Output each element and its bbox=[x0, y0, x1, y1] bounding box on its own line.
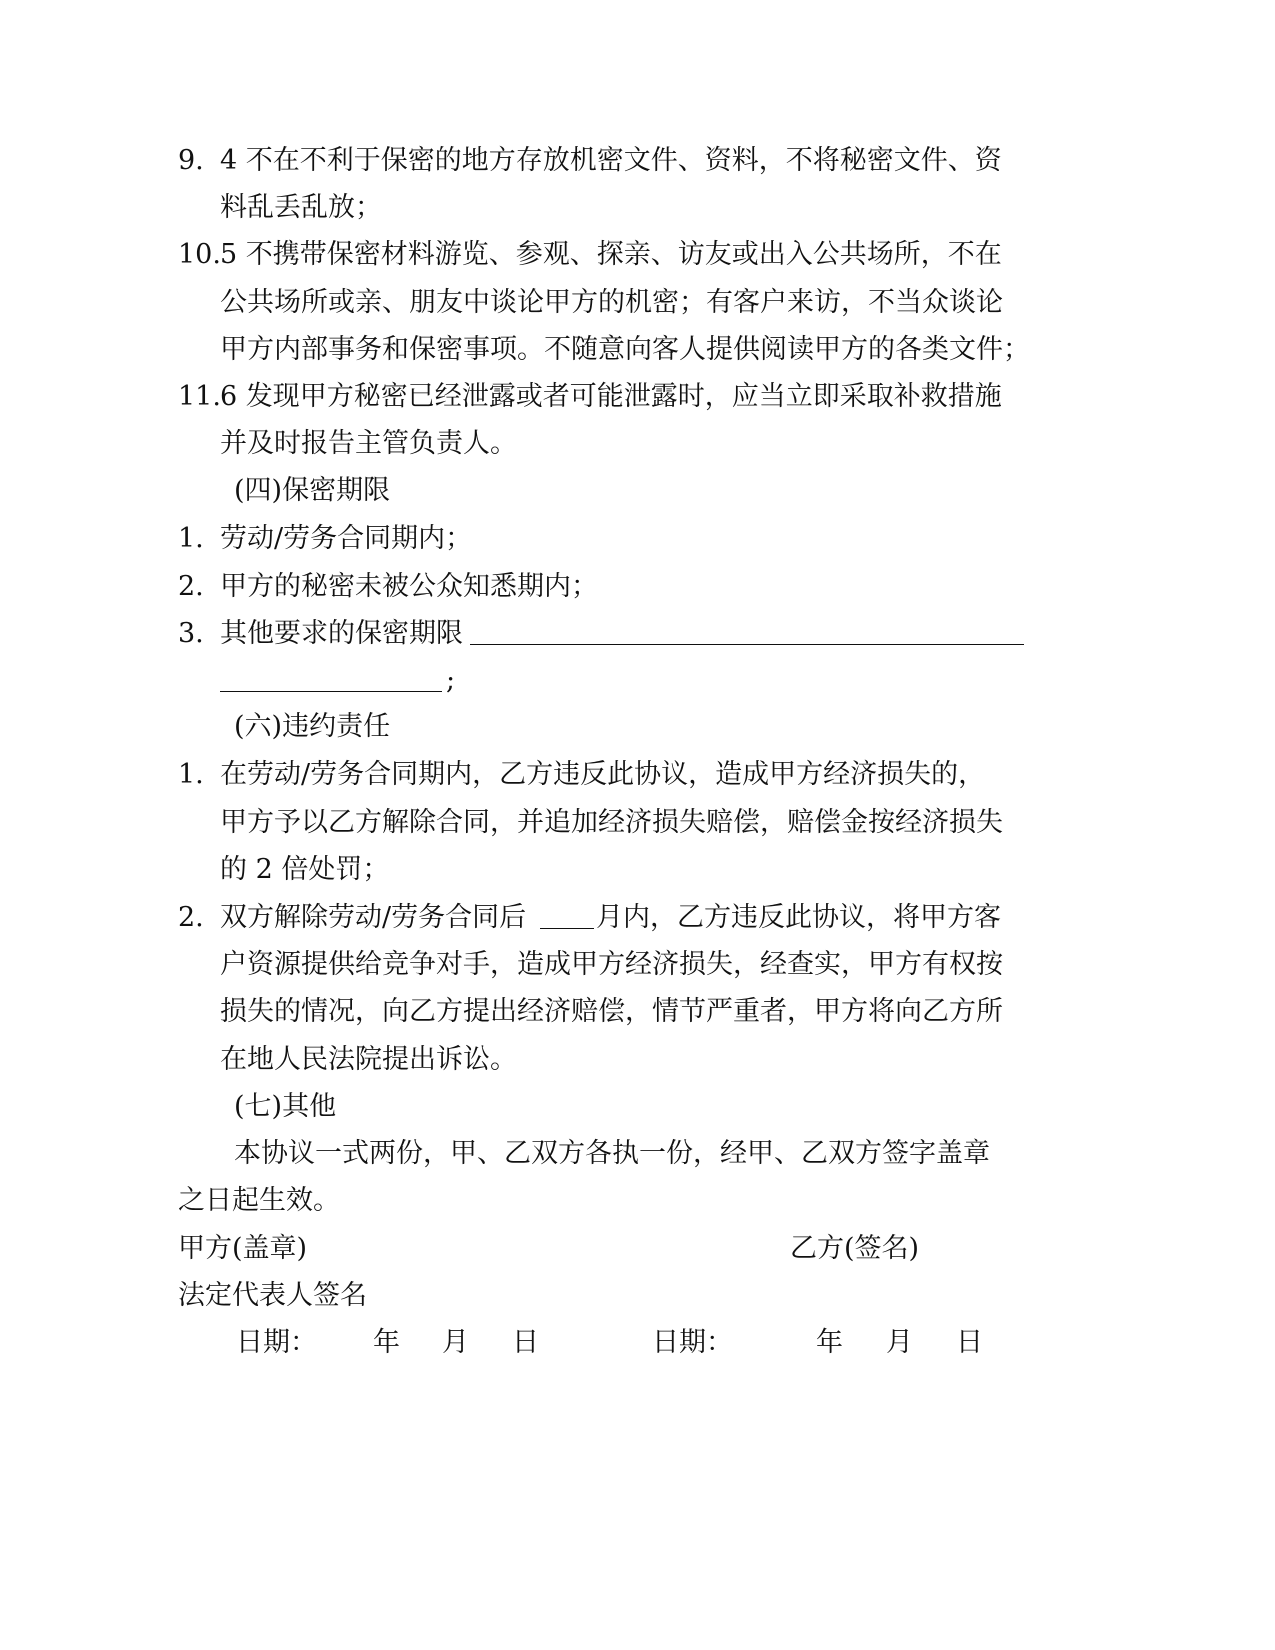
item-9-line-2: 料乱丢乱放； bbox=[220, 192, 382, 223]
item-number: 3. bbox=[178, 618, 204, 649]
item-10-line-3: 甲方内部事务和保密事项。不随意向客人提供阅读甲方的各类文件； bbox=[220, 334, 1030, 365]
item-text-cont: 月内，乙方违反此协议，将甲方客 bbox=[596, 902, 1001, 933]
party-b-month: 月 bbox=[886, 1327, 913, 1358]
item-text: 其他要求的保密期限 bbox=[220, 618, 463, 649]
liability-item-1-line-3: 的 2 倍处罚； bbox=[220, 854, 390, 885]
liability-item-2-line-4: 在地人民法院提出诉讼。 bbox=[220, 1044, 517, 1075]
party-a-year: 年 bbox=[373, 1327, 400, 1358]
item-text: 在劳动/劳务合同期内，乙方违反此协议，造成甲方经济损失的， bbox=[220, 759, 986, 790]
section-heading-4: (四)保密期限 bbox=[234, 475, 391, 506]
item-number: 9. bbox=[178, 145, 204, 176]
item-text: 5 不携带保密材料游览、参观、探亲、访友或出入公共场所，不在 bbox=[220, 239, 1002, 270]
item-number: 10. bbox=[178, 239, 221, 270]
item-text: 6 发现甲方秘密已经泄露或者可能泄露时，应当立即采取补救措施 bbox=[220, 381, 1002, 412]
item-number: 2. bbox=[178, 902, 204, 933]
item-number: 2. bbox=[178, 571, 204, 602]
item-tail: ; bbox=[446, 665, 456, 696]
party-a-seal-label: 甲方(盖章) bbox=[178, 1233, 308, 1264]
blank-line bbox=[540, 904, 594, 929]
item-text: 双方解除劳动/劳务合同后 bbox=[220, 902, 527, 933]
item-number: 1. bbox=[178, 759, 204, 790]
legal-rep-signature-label: 法定代表人签名 bbox=[178, 1280, 367, 1311]
item-11-line-2: 并及时报告主管负责人。 bbox=[220, 428, 517, 459]
party-b-day: 日 bbox=[956, 1327, 983, 1358]
section-heading-7: (七)其他 bbox=[234, 1091, 337, 1122]
item-text: 4 不在不利于保密的地方存放机密文件、资料，不将秘密文件、资 bbox=[220, 145, 1002, 176]
blank-line bbox=[470, 620, 1024, 645]
party-b-date-label: 日期： bbox=[652, 1327, 733, 1358]
party-a-month: 月 bbox=[442, 1327, 469, 1358]
blank-line bbox=[220, 667, 442, 692]
closing-paragraph-line-2: 之日起生效。 bbox=[178, 1185, 340, 1216]
party-a-day: 日 bbox=[512, 1327, 539, 1358]
liability-item-2-line-2: 户资源提供给竞争对手，造成甲方经济损失，经查实，甲方有权按 bbox=[220, 949, 1003, 980]
liability-item-1-line-2: 甲方予以乙方解除合同，并追加经济损失赔偿，赔偿金按经济损失 bbox=[220, 807, 1003, 838]
item-number: 1. bbox=[178, 523, 204, 554]
item-text: 劳动/劳务合同期内； bbox=[220, 523, 473, 554]
item-text: 甲方的秘密未被公众知悉期内； bbox=[220, 571, 598, 602]
item-10-line-2: 公共场所或亲、朋友中谈论甲方的机密；有客户来访，不当众谈论 bbox=[220, 287, 1003, 318]
party-b-year: 年 bbox=[816, 1327, 843, 1358]
section-heading-6: (六)违约责任 bbox=[234, 711, 391, 742]
item-number: 11. bbox=[178, 381, 221, 412]
party-a-date-label: 日期： bbox=[236, 1327, 317, 1358]
party-b-signature-label: 乙方(签名) bbox=[790, 1233, 920, 1264]
closing-paragraph: 本协议一式两份，甲、乙双方各执一份，经甲、乙双方签字盖章 bbox=[234, 1138, 990, 1169]
liability-item-2-line-3: 损失的情况，向乙方提出经济赔偿，情节严重者，甲方将向乙方所 bbox=[220, 996, 1003, 1027]
